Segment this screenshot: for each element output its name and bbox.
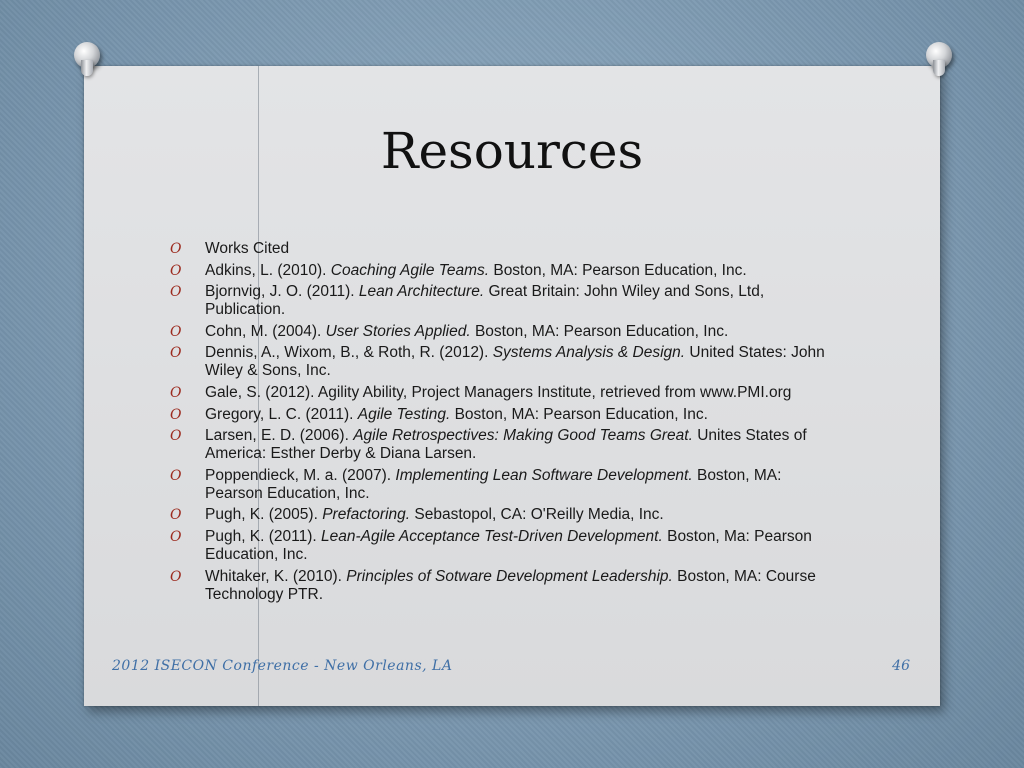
reference-text: Dennis, A., Wixom, B., & Roth, R. (2012). Systems Analysis & Design. United States: John Wiley & Sons, Inc. <box>205 344 825 380</box>
reference-text: Works Cited <box>205 240 290 257</box>
list-item <box>170 384 840 402</box>
list-item <box>170 528 840 564</box>
bullet-icon: O <box>170 241 182 257</box>
list-item <box>170 262 840 280</box>
reference-text: Poppendieck, M. a. (2007). Implementing Lean Software Development. Boston, MA: Pearson Education, Inc. <box>205 466 782 502</box>
reference-text: Pugh, K. (2005). Prefactoring. Sebastopol, CA: O'Reilly Media, Inc. <box>205 506 664 524</box>
reference-text: Larsen, E. D. (2006). Agile Retrospectives: Making Good Teams Great. Unites States of America: Esther Derby & Diana Larsen. <box>205 427 807 463</box>
reference-text: Bjornvig, J. O. (2011). Lean Architecture. Great Britain: John Wiley and Sons, Ltd, Publication. <box>205 283 765 319</box>
bullet-icon: O <box>170 467 182 484</box>
list-item <box>170 283 840 319</box>
pushpin-icon <box>74 42 100 68</box>
list-item <box>170 506 840 524</box>
bullet-icon: O <box>170 528 182 545</box>
bullet-icon: O <box>170 406 182 423</box>
list-item <box>170 568 840 604</box>
bullet-icon: O <box>170 345 182 362</box>
list-item <box>170 344 840 380</box>
pushpin-icon <box>926 42 952 68</box>
reference-text: Cohn, M. (2004). User Stories Applied. Boston, MA: Pearson Education, Inc. <box>205 322 729 340</box>
reference-text: Gale, S. (2012). Agility Ability, Project Managers Institute, retrieved from www.PMI.org <box>205 383 792 401</box>
reference-text: Adkins, L. (2010). Coaching Agile Teams. Boston, MA: Pearson Education, Inc. <box>205 261 747 279</box>
slide-title: Resources <box>380 122 644 180</box>
bullet-icon: O <box>170 507 182 524</box>
references-list <box>170 240 840 607</box>
list-item <box>170 467 840 503</box>
bullet-icon: O <box>170 262 182 279</box>
page-number: 46 <box>892 658 910 674</box>
list-item <box>170 406 840 424</box>
list-item <box>170 427 840 463</box>
reference-text: Whitaker, K. (2010). Principles of Sotware Development Leadership. Boston, MA: Course Technology PTR. <box>205 567 816 603</box>
bullet-icon: O <box>170 384 182 401</box>
bullet-icon: O <box>170 568 182 585</box>
bullet-icon: O <box>170 323 182 340</box>
list-item <box>170 323 840 341</box>
slide-footer: 2012 ISECON Conference - New Orleans, LA <box>112 658 453 674</box>
bullet-icon: O <box>170 428 182 445</box>
list-item <box>170 240 840 258</box>
bullet-icon: O <box>170 284 182 301</box>
reference-text: Pugh, K. (2011). Lean-Agile Acceptance Test-Driven Development. Boston, Ma: Pearson Education, Inc. <box>205 527 812 563</box>
reference-text: Gregory, L. C. (2011). Agile Testing. Boston, MA: Pearson Education, Inc. <box>205 405 708 423</box>
